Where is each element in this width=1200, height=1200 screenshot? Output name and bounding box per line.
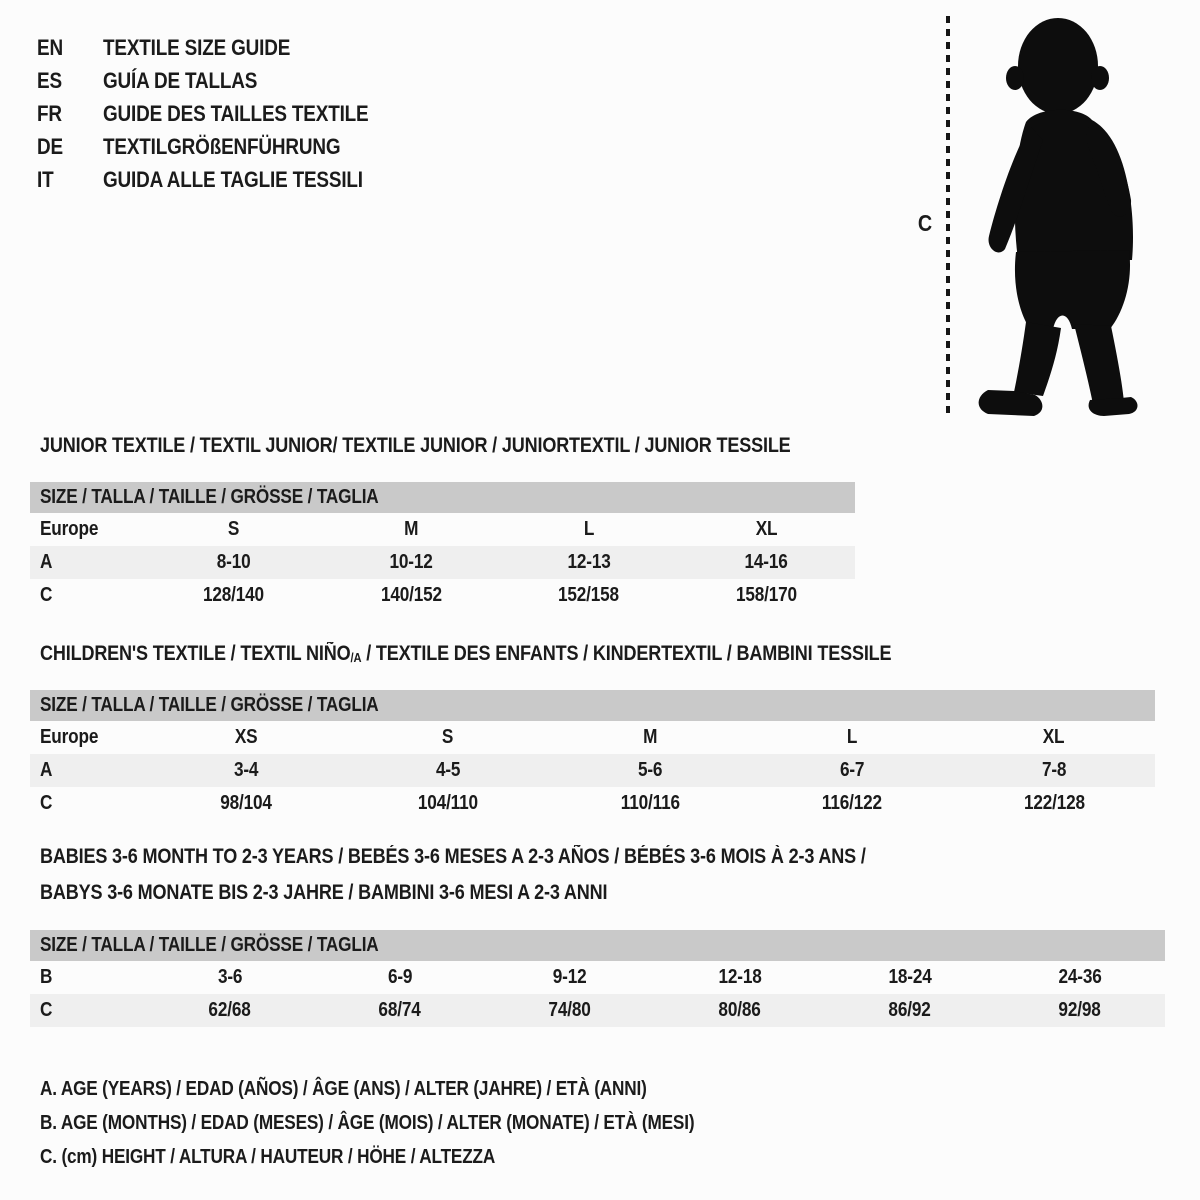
cell: 62/68	[208, 999, 252, 1021]
cell: 3-4	[233, 759, 259, 781]
cell: 6-7	[839, 759, 865, 781]
legend-line-c-text: C. (cm) HEIGHT / ALTURA / HAUTEUR / HÖHE / ALTEZZA	[40, 1145, 496, 1168]
language-row-it	[37, 163, 412, 196]
cell: 98/104	[220, 792, 272, 814]
language-title: GUIDE DES TAILLES TEXTILE	[103, 100, 369, 126]
cell: XS	[234, 726, 258, 748]
junior-table-header-text: SIZE / TALLA / TAILLE / GRÖSSE / TAGLIA	[40, 486, 379, 508]
cell: L	[583, 518, 594, 540]
cell: 158/170	[735, 584, 797, 606]
cell: 80/86	[718, 999, 762, 1021]
language-row-en	[37, 31, 412, 64]
cell: 3-6	[217, 966, 243, 988]
table-row-europe	[30, 513, 855, 546]
row-label: A	[40, 551, 53, 573]
junior-section-title-text: JUNIOR TEXTILE / TEXTIL JUNIOR/ TEXTILE JUNIOR / JUNIORTEXTIL / JUNIOR TESSILE	[40, 434, 791, 457]
legend-line-b-text: B. AGE (MONTHS) / EDAD (MESES) / ÂGE (MOIS) / ALTER (MONATE) / ETÀ (MESI)	[40, 1111, 695, 1134]
children-section-title-text	[40, 642, 891, 670]
children-section-title	[40, 642, 1030, 670]
babies-title-line1-text: BABIES 3-6 MONTH TO 2-3 YEARS / BEBÉS 3-6 MESES A 2-3 AÑOS / BÉBÉS 3-6 MOIS À 2-3 ANS /	[40, 845, 866, 868]
cell: 122/128	[1023, 792, 1085, 814]
cell: M	[404, 518, 419, 540]
language-row-de	[37, 130, 412, 163]
cell: 8-10	[216, 551, 251, 573]
cell: 12-13	[567, 551, 611, 573]
height-measure-label: C	[917, 210, 932, 236]
cell: 7-8	[1041, 759, 1067, 781]
legend-line-b	[40, 1106, 801, 1140]
babies-section-title-line1	[40, 845, 1000, 869]
children-title-pre: CHILDREN'S TEXTILE / TEXTIL NIÑO	[40, 642, 351, 665]
language-code: DE	[37, 133, 63, 159]
babies-section-title-line2	[40, 881, 700, 905]
row-label: C	[40, 584, 53, 606]
children-title-post: / TEXTILE DES ENFANTS / KINDERTEXTIL / BAMBINI TESSILE	[361, 642, 892, 665]
babies-size-table	[30, 930, 1165, 1027]
table-row-age-years	[30, 546, 855, 579]
language-title: GUIDA ALLE TAGLIE TESSILI	[103, 166, 363, 192]
cell: 5-6	[637, 759, 663, 781]
legend-line-a	[40, 1072, 801, 1106]
cell: 10-12	[389, 551, 433, 573]
cell: 116/122	[821, 792, 883, 814]
language-code: IT	[37, 166, 54, 192]
row-label: B	[40, 966, 53, 988]
children-table-header-text: SIZE / TALLA / TAILLE / GRÖSSE / TAGLIA	[40, 694, 379, 716]
cell: 4-5	[435, 759, 461, 781]
table-row-europe	[30, 721, 1155, 754]
cell: 110/116	[620, 792, 680, 814]
cell: M	[642, 726, 658, 748]
toddler-silhouette-icon	[968, 14, 1145, 416]
children-title-sub: /A	[350, 650, 362, 665]
cell: 104/110	[417, 792, 479, 814]
cell: L	[846, 726, 858, 748]
row-label: Europe	[40, 518, 99, 540]
cell: XL	[755, 518, 778, 540]
language-row-es	[37, 64, 412, 97]
table-row-height-cm	[30, 579, 855, 612]
row-label: C	[40, 792, 53, 814]
table-row-height-cm	[30, 787, 1155, 820]
cell: 9-12	[553, 966, 587, 988]
legend-line-a-text: A. AGE (YEARS) / EDAD (AÑOS) / ÂGE (ANS) / ALTER (JAHRE) / ETÀ (ANNI)	[40, 1077, 647, 1100]
cell: 86/92	[888, 999, 932, 1021]
cell: 24-36	[1058, 966, 1102, 988]
language-list	[37, 31, 412, 196]
row-label: Europe	[40, 726, 99, 748]
legend-line-c	[40, 1140, 801, 1174]
cell: 152/158	[558, 584, 620, 606]
row-label: A	[40, 759, 53, 781]
cell: 140/152	[380, 584, 442, 606]
language-title: TEXTILGRÖßENFÜHRUNG	[103, 133, 341, 159]
cell: 68/74	[378, 999, 422, 1021]
cell: 128/140	[203, 584, 265, 606]
junior-size-table	[30, 482, 855, 612]
table-row-age-years	[30, 754, 1155, 787]
measure-legend	[40, 1072, 801, 1174]
language-code: FR	[37, 100, 62, 126]
cell: 18-24	[888, 966, 932, 988]
language-title: GUÍA DE TALLAS	[103, 67, 258, 93]
height-dashed-line	[946, 16, 950, 416]
cell: 12-18	[718, 966, 762, 988]
language-row-fr	[37, 97, 412, 130]
babies-table-header	[30, 930, 1165, 961]
language-code: EN	[37, 34, 63, 60]
table-row-height-cm	[30, 994, 1165, 1027]
children-size-table	[30, 690, 1155, 820]
cell: 14-16	[744, 551, 788, 573]
language-code: ES	[37, 67, 62, 93]
cell: XL	[1043, 726, 1065, 748]
babies-title-line2-text: BABYS 3-6 MONATE BIS 2-3 JAHRE / BAMBINI 3-6 MESI A 2-3 ANNI	[40, 881, 608, 904]
cell: S	[228, 518, 240, 540]
babies-table-header-text: SIZE / TALLA / TAILLE / GRÖSSE / TAGLIA	[40, 934, 379, 956]
junior-table-header	[30, 482, 855, 513]
junior-section-title	[40, 434, 913, 458]
row-label: C	[40, 999, 53, 1021]
children-table-header	[30, 690, 1155, 721]
cell: 6-9	[387, 966, 413, 988]
language-title: TEXTILE SIZE GUIDE	[103, 34, 291, 60]
cell: S	[442, 726, 454, 748]
cell: 74/80	[548, 999, 592, 1021]
table-row-age-months	[30, 961, 1165, 994]
cell: 92/98	[1058, 999, 1102, 1021]
